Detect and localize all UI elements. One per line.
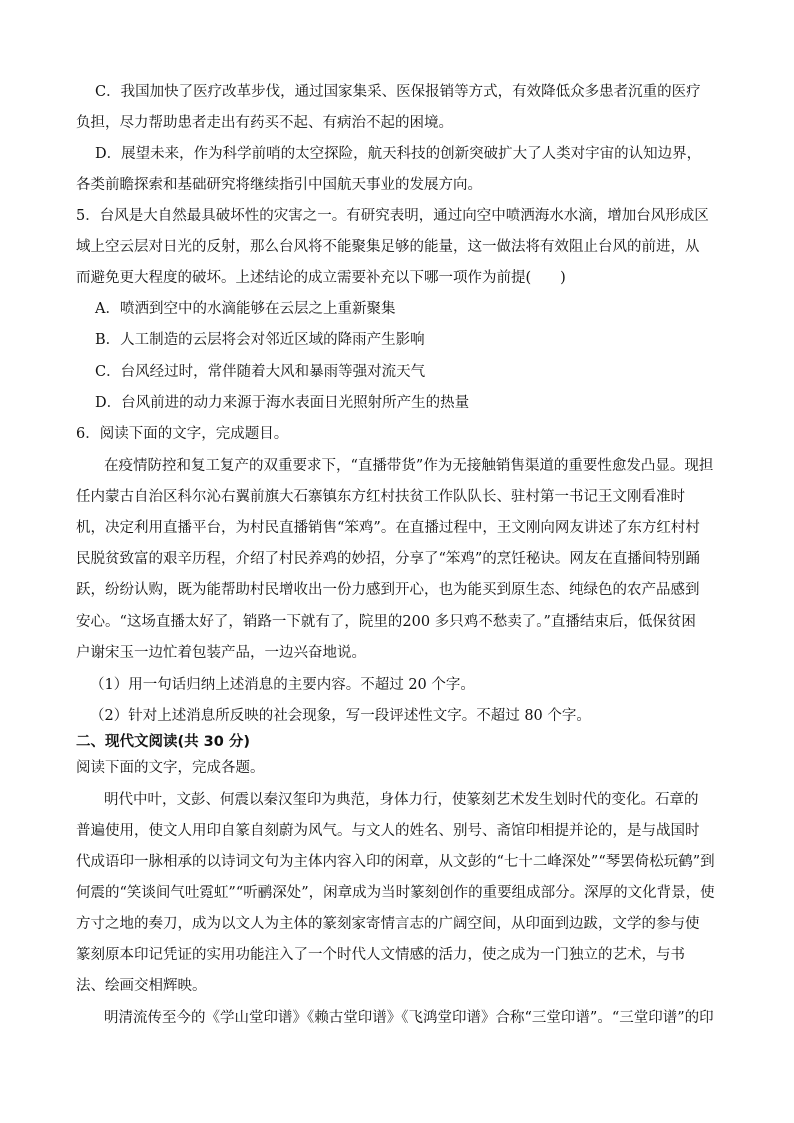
reading-p1-line-5: 方寸之地的奏刀，成为以文人为主体的篆刻家寄情言志的广阔空间，从印面到边跋，文学的参与使 xyxy=(76,916,700,932)
option-c-line-2: 负担，尽力帮助患者走出有药买不起、有病治不起的困境。 xyxy=(76,115,453,131)
reading-p1-line-7: 法、绘画交相辉映。 xyxy=(76,978,207,994)
question-6-sub-1: （1）用一句话归纳上述消息的主要内容。不超过 20 个字。 xyxy=(90,677,475,693)
option-d-line-2: 各类前瞻探索和基础研究将继续指引中国航天事业的发展方向。 xyxy=(76,177,482,193)
question-6-title: 6．阅读下面的文字，完成题目。 xyxy=(76,426,289,442)
passage-6-line-3: 机，决定利用直播平台，为村民直播销售“笨鸡”。在直播过程中，王文刚向网友讲述了东方红村村 xyxy=(76,520,700,536)
question-5-option-d: D．台风前进的动力来源于海水表面日光照射所产生的热量 xyxy=(95,395,470,411)
reading-p1-line-6: 篆刻原本印记凭证的实用功能注入了一个时代人文情感的活力，使之成为一门独立的艺术，与书 xyxy=(76,947,685,963)
section-2-heading: 二、现代文阅读(共 30 分) xyxy=(76,734,251,750)
reading-p1-line-1: 明代中叶，文彭、何震以秦汉玺印为典范，身体力行，使篆刻艺术发生划时代的变化。石章的 xyxy=(104,792,699,808)
passage-6-line-7: 户谢宋玉一边忙着包装产品，一边兴奋地说。 xyxy=(76,645,366,661)
passage-6-line-1: 在疫情防控和复工复产的双重要求下，“直播带货”作为无接触销售渠道的重要性愈发凸显。现担 xyxy=(104,458,714,474)
passage-6-line-4: 民脱贫致富的艰辛历程，介绍了村民养鸡的妙招，分享了“笨鸡”的烹饪秘诀。网友在直播间特别踊 xyxy=(76,551,700,567)
question-5-option-c: C．台风经过时，常伴随着大风和暴雨等强对流天气 xyxy=(95,364,426,380)
option-d-line-1: D．展望未来，作为科学前哨的太空探险，航天科技的创新突破扩大了人类对宇宙的认知边界， xyxy=(95,146,702,162)
option-c-line-1: C．我国加快了医疗改革步伐，通过国家集采、医保报销等方式，有效降低众多患者沉重的医疗 xyxy=(95,84,701,100)
passage-6-line-6: 安心。“这场直播太好了，销路一下就有了，院里的200 多只鸡不愁卖了。”直播结束后，低保贫困 xyxy=(76,614,696,630)
question-5-option-b: B．人工制造的云层将会对邻近区域的降雨产生影响 xyxy=(95,332,425,348)
section-2-intro: 阅读下面的文字，完成各题。 xyxy=(76,760,265,776)
passage-6-line-5: 跃，纷纷认购，既为能帮助村民增收出一份力感到开心，也为能买到原生态、纯绿色的农产品感到 xyxy=(76,582,700,598)
reading-p2-line-1: 明清流传至今的《学山堂印谱》《赖古堂印谱》《飞鸿堂印谱》合称“三堂印谱”。“三堂印谱”的印 xyxy=(104,1010,714,1026)
reading-p1-line-3: 代成语印一脉相承的以诗词文句为主体内容入印的闲章，从文彭的“七十二峰深处”“琴罢倚松玩鹤”到 xyxy=(76,854,715,870)
question-6-sub-2: （2）针对上述消息所反映的社会现象，写一段评述性文字。不超过 80 个字。 xyxy=(90,708,591,724)
passage-6-line-2: 任内蒙古自治区科尔沁右翼前旗大石寨镇东方红村扶贫工作队队长、驻村第一书记王文刚看准时 xyxy=(76,489,685,505)
question-5-line-2: 域上空云层对日光的反射，那么台风将不能聚集足够的能量，这一做法将有效阻止台风的前进，从 xyxy=(76,239,700,255)
question-5-line-1: 5．台风是大自然最具破坏性的灾害之一。有研究表明，通过向空中喷洒海水水滴，增加台风形成区 xyxy=(76,208,709,224)
question-5-line-3: 而避免更大程度的破坏。上述结论的成立需要补充以下哪一项作为前提( ) xyxy=(76,270,566,286)
reading-p1-line-2: 普遍使用，使文人用印自篆自刻蔚为风气。与文人的姓名、别号、斋馆印相提并论的，是与战国时 xyxy=(76,823,700,839)
question-5-option-a: A．喷洒到空中的水滴能够在云层之上重新聚集 xyxy=(95,301,396,317)
reading-p1-line-4: 何震的“笑谈间气吐霓虹”“听鹂深处”，闲章成为当时篆刻创作的重要组成部分。深厚的文化背景，使 xyxy=(76,885,715,901)
